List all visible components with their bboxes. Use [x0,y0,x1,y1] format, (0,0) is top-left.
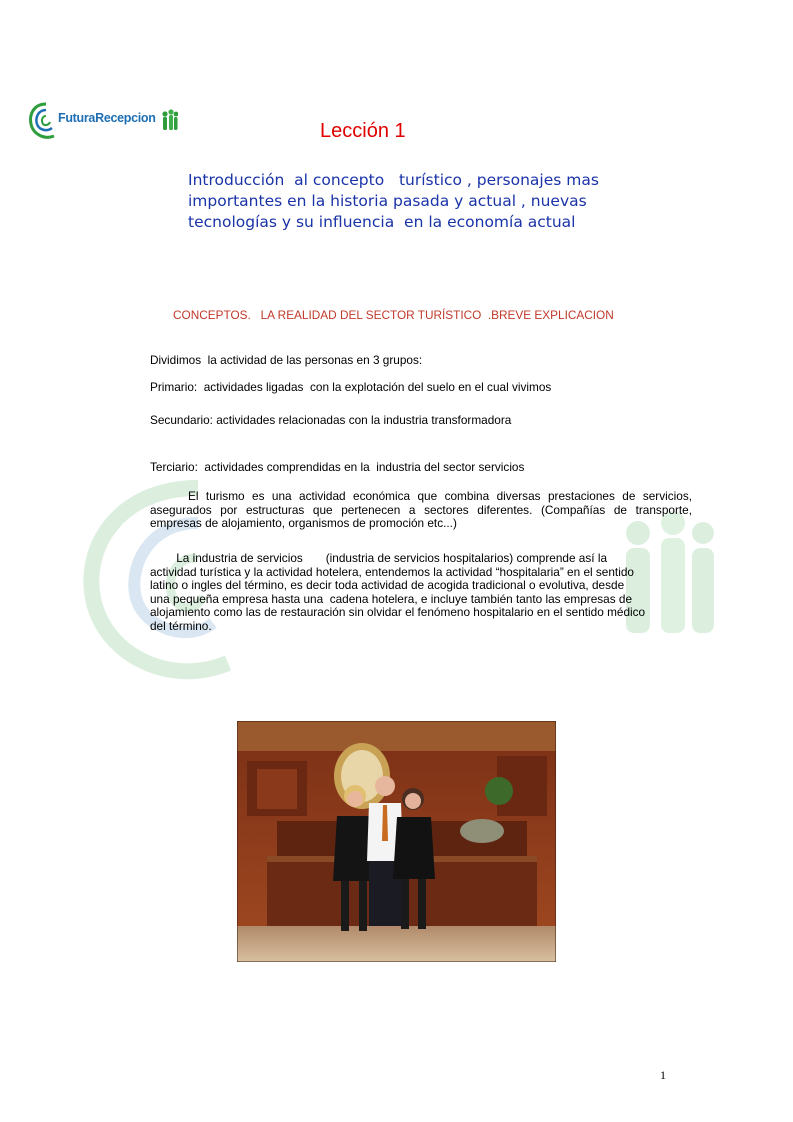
intro-text: Dividimos la actividad de las personas en 3 grupos: [150,353,423,367]
reception-staff-image [237,721,556,962]
hotel-reception-photo [237,721,556,962]
paragraph-line: alojamiento como las de restauración sin olvidar el fenómeno hospitalario en el sentido médico [150,605,646,619]
paragraph-line: La industria de servicios (industria de servicios hospitalarios) comprende así la [150,551,608,565]
subtitle-line: importantes en la historia pasada y actual , nuevas [188,192,587,210]
lesson-subtitle [188,170,668,233]
paragraph-line: latino o ingles del término, es decir toda actividad de acogida tradicional o evolutiva, desde [150,578,625,592]
paragraph-line: una pequeña empresa hasta una cadena hotelera, e incluye también tanto las empresas de [150,591,633,606]
subtitle-line: Introducción al concepto turístico , personajes mas [188,171,599,189]
futurarecepcion-logo [28,100,178,144]
page-number: 1 [660,1068,666,1082]
terciario-text: Terciario: actividades comprendidas en la industria del sector servicios [150,460,525,474]
paragraph-line: actividad turística y la actividad hotelera, entendemos la actividad “hospitalaria” en el sentido [150,564,634,579]
paragraph-line: del término. [150,618,212,633]
tourism-paragraph: El turismo es una actividad económica que combina diversas prestaciones de servicios, asegurados por estructuras que pertenecen a sectores diferentes. (Compañías de transporte, empresas de alojamiento, organismos de promoción etc...) [150,489,692,530]
hospitality-paragraph [150,552,645,633]
secundario-text: Secundario: actividades relacionadas con la industria transformadora [150,413,512,427]
lesson-title: Lección 1 [320,120,406,142]
logo-text: FuturaRecepcion [58,111,156,125]
subtitle-line: tecnologías y su influencia en la economía actual [188,213,576,231]
primario-text: Primario: actividades ligadas con la explotación del suelo en el cual vivimos [150,380,552,394]
section-title: CONCEPTOS. LA REALIDAD DEL SECTOR TURÍSTICO .BREVE EXPLICACION [173,308,614,322]
